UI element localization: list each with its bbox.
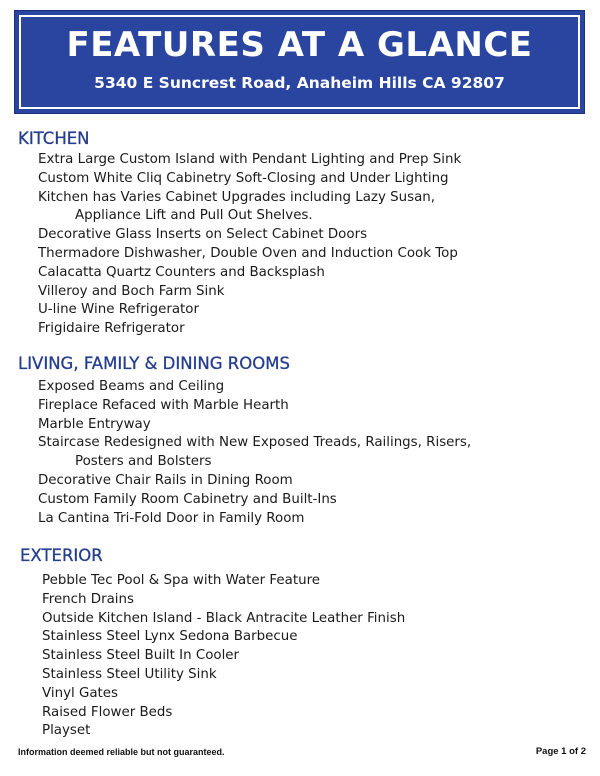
disclaimer: Information deemed reliable but not guaranteed. <box>18 747 225 757</box>
section-title-exterior: EXTERIOR <box>20 546 103 565</box>
feature-item <box>42 610 600 629</box>
feature-item <box>38 320 600 339</box>
feature-list-living-family-dining <box>0 378 600 528</box>
feature-text-continued: Appliance Lift and Pull Out Shelves. <box>75 208 313 224</box>
section-title-living-family-dining: LIVING, FAMILY & DINING ROOMS <box>18 354 290 373</box>
feature-text: French Drains <box>42 591 134 607</box>
feature-item <box>42 647 600 666</box>
page-title: FEATURES AT A GLANCE <box>66 25 533 65</box>
feature-text: Pebble Tec Pool & Spa with Water Feature <box>42 573 321 588</box>
feature-text: Vinyl Gates <box>42 685 119 701</box>
feature-text: Stainless Steel Built In Cooler <box>42 648 240 664</box>
feature-item <box>38 151 600 170</box>
section-exterior <box>0 545 600 741</box>
feature-item <box>38 245 600 264</box>
feature-item <box>38 510 600 529</box>
feature-text: Stainless Steel Utility Sink <box>42 666 217 682</box>
feature-item <box>38 301 600 320</box>
feature-item <box>38 264 600 283</box>
feature-text: Exposed Beams and Ceiling <box>38 379 225 394</box>
feature-item <box>42 572 600 591</box>
feature-item <box>38 491 600 510</box>
feature-text: Marble Entryway <box>38 416 151 432</box>
feature-list-kitchen <box>0 151 600 339</box>
section-living-family-dining <box>0 353 600 528</box>
feature-text: Custom White Cliq Cabinetry Soft-Closing and Under Lighting <box>38 170 449 186</box>
feature-text: Kitchen has Varies Cabinet Upgrades including Lazy Susan, <box>38 189 436 205</box>
feature-item <box>42 722 600 741</box>
feature-item <box>38 189 600 227</box>
feature-item <box>38 397 600 416</box>
feature-text: Frigidaire Refrigerator <box>38 321 185 337</box>
feature-text: Calacatta Quartz Counters and Backsplash <box>38 264 325 280</box>
feature-text: Villeroy and Boch Farm Sink <box>38 283 225 299</box>
feature-list-exterior <box>0 572 600 741</box>
feature-item <box>38 416 600 435</box>
feature-item <box>42 704 600 723</box>
feature-item <box>38 283 600 302</box>
feature-text: Playset <box>42 723 91 739</box>
feature-text: Stainless Steel Lynx Sedona Barbecue <box>42 629 298 645</box>
feature-text: Outside Kitchen Island - Black Antracite Leather Finish <box>42 610 406 626</box>
feature-text: Fireplace Refaced with Marble Hearth <box>38 397 289 413</box>
feature-item <box>38 378 600 397</box>
feature-text: Extra Large Custom Island with Pendant Lighting and Prep Sink <box>38 152 462 167</box>
feature-text: Staircase Redesigned with New Exposed Treads, Railings, Risers, <box>38 435 472 451</box>
section-kitchen <box>0 128 600 339</box>
feature-item <box>38 434 600 472</box>
section-title-kitchen: KITCHEN <box>18 129 90 148</box>
feature-text: Raised Flower Beds <box>42 704 173 720</box>
feature-text: Decorative Glass Inserts on Select Cabinet Doors <box>38 227 368 243</box>
feature-text: U-line Wine Refrigerator <box>38 302 199 318</box>
feature-item <box>42 591 600 610</box>
feature-text: Decorative Chair Rails in Dining Room <box>38 472 293 488</box>
feature-item <box>38 170 600 189</box>
feature-text: La Cantina Tri-Fold Door in Family Room <box>38 510 305 526</box>
feature-item <box>42 685 600 704</box>
feature-item <box>42 628 600 647</box>
feature-item <box>38 226 600 245</box>
header-banner <box>14 10 585 114</box>
property-address: 5340 E Suncrest Road, Anaheim Hills CA 92807 <box>94 74 505 92</box>
page-number: Page 1 of 2 <box>535 746 586 757</box>
feature-item <box>38 472 600 491</box>
feature-text: Custom Family Room Cabinetry and Built-Ins <box>38 491 337 507</box>
feature-item <box>42 666 600 685</box>
feature-text-continued: Posters and Bolsters <box>75 454 212 470</box>
feature-text: Thermadore Dishwasher, Double Oven and Induction Cook Top <box>38 245 458 261</box>
